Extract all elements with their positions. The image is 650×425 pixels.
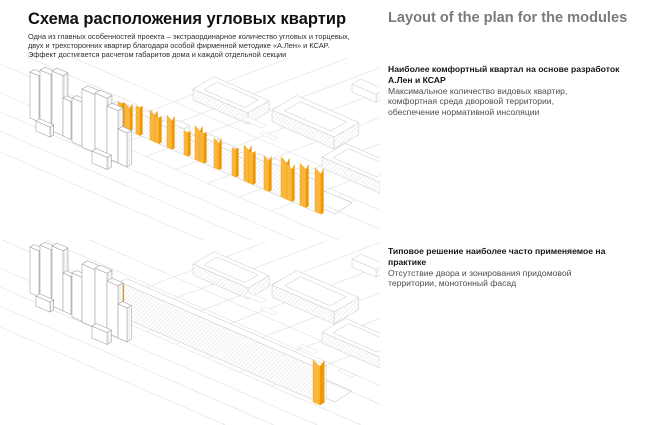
corner-apartments-diagram	[0, 56, 380, 240]
annotation-comfort-block	[388, 64, 640, 118]
annotation-body-line: Отсутствие двора и зонирования придомовой	[388, 267, 572, 278]
subtitle-line: Эффект достигается расчетом габаритов дома и каждой отдельной секции	[28, 49, 287, 59]
subtitle-line: Одна из главных особенностей проекта – экстраординарное количество угловых и торцевых,	[28, 32, 350, 41]
annotation-body-line: Максимальное количество видовых квартир,	[388, 85, 568, 96]
annotation-typical-block	[388, 246, 640, 289]
english-heading: Layout of the plan for the modules	[388, 10, 628, 26]
page-title: Схема расположения угловых квартир	[28, 10, 347, 28]
annotation-title-line: Типовое решение наиболее часто применяемое на	[388, 246, 606, 256]
annotation-title-line: Наиболее комфортный квартал на основе разработок	[388, 64, 620, 74]
typical-solution-diagram	[0, 240, 380, 425]
subtitle-line: двух и трехсторонних квартир благодаря особой фирменной методике «А.Лен» и КСАР.	[28, 40, 330, 50]
annotation-body-line: обеспечение нормативной инсоляции	[388, 107, 540, 118]
annotation-body-line: территории, монотонный фасад	[388, 278, 517, 289]
annotation-title-line: практике	[388, 256, 427, 267]
annotation-body-line: комфортная среда дворовой территории,	[388, 96, 554, 107]
annotation-title-line: А.Лен и КСАР	[388, 74, 446, 85]
